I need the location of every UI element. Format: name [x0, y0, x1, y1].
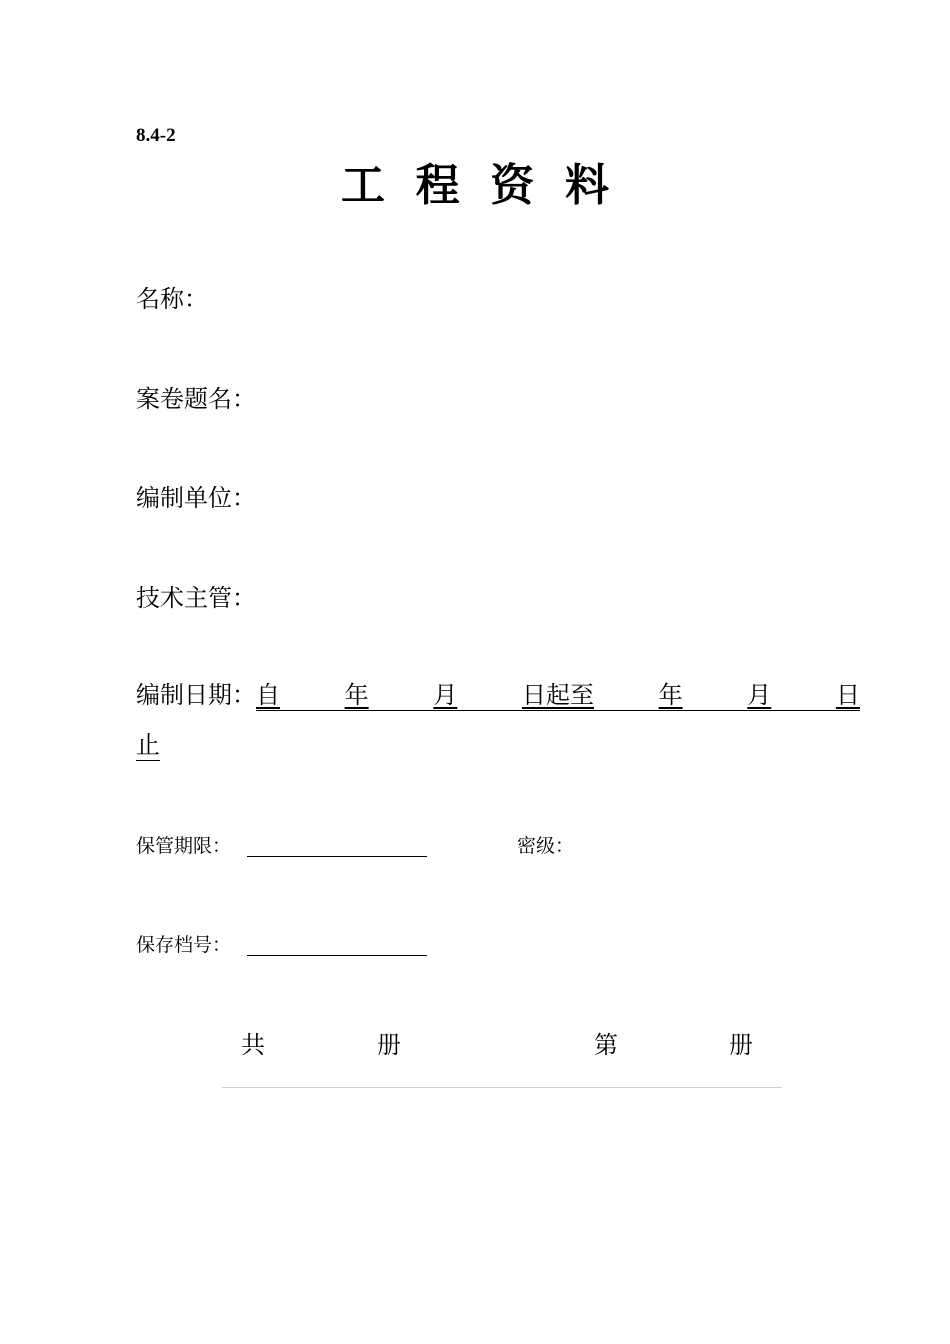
date-part-year-start: 年: [344, 681, 369, 709]
date-part-end: 止: [136, 731, 160, 759]
volume-title-field-label: 案卷题名：: [136, 385, 256, 413]
volume-index-suffix: 册: [729, 1031, 753, 1059]
archive-number-blank: [247, 955, 427, 956]
compiler-unit-field-label: 编制单位：: [136, 484, 256, 512]
date-part-day-start-to: 日起至: [521, 681, 594, 709]
volume-index-prefix: 第: [594, 1031, 618, 1059]
date-part-month-start: 月: [433, 681, 458, 709]
date-part-day-end: 日: [835, 681, 860, 709]
retention-period-label: 保管期限：: [136, 835, 232, 857]
compile-date-blank: [256, 680, 860, 711]
document-code: 8.4-2: [136, 125, 176, 146]
total-volumes-prefix: 共: [241, 1031, 265, 1059]
tech-manager-field-label: 技术主管：: [136, 584, 256, 612]
date-part-month-end: 月: [747, 681, 772, 709]
security-level-label: 密级：: [517, 835, 575, 857]
name-field-label: 名称：: [136, 285, 208, 313]
total-volumes-suffix: 册: [377, 1031, 401, 1059]
date-part-year-end: 年: [658, 681, 683, 709]
footer-divider: [222, 1087, 782, 1088]
date-part-from: 自: [256, 681, 280, 709]
document-title: 工 程 资 料: [341, 160, 609, 211]
compile-date-row: [136, 680, 860, 759]
compile-date-label: 编制日期：: [136, 681, 256, 709]
retention-period-blank: [247, 856, 427, 857]
archive-number-label: 保存档号：: [136, 934, 232, 956]
